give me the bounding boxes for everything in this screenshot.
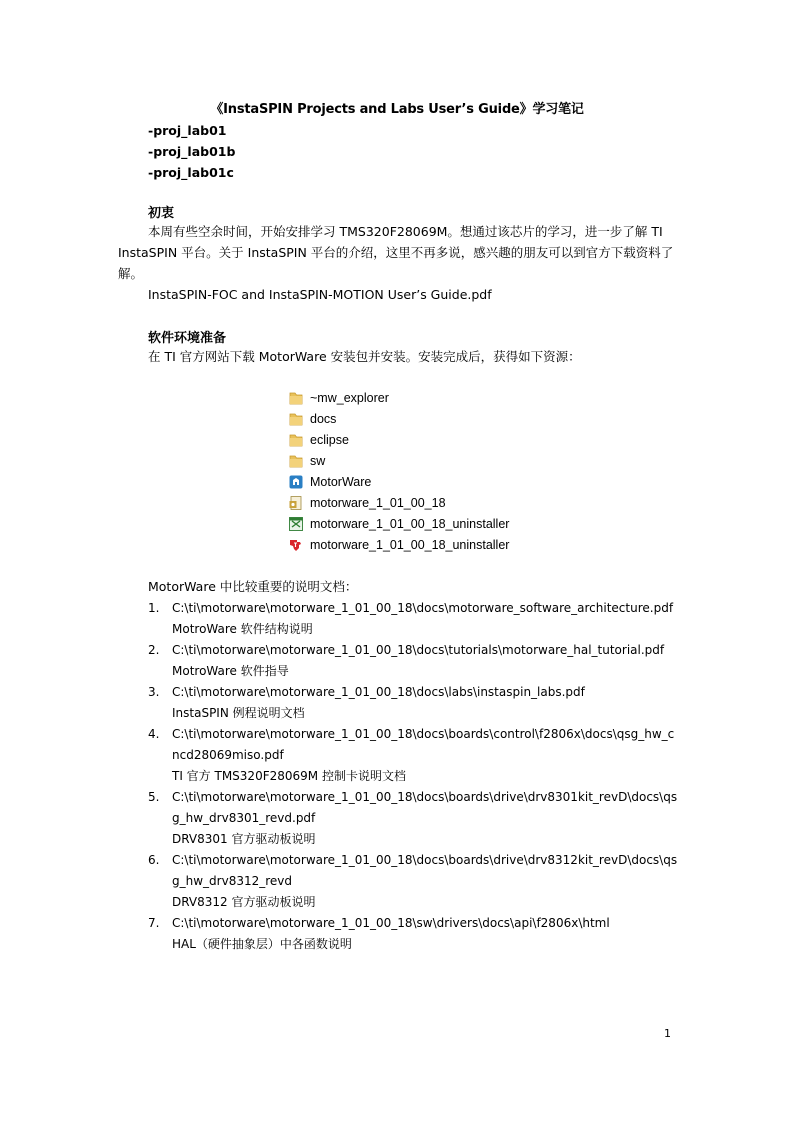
- file-row-docs[interactable]: [284, 408, 336, 429]
- doc-description: DRV8312 官方驱动板说明: [172, 895, 316, 909]
- folder-icon: [288, 453, 304, 469]
- file-row-sw[interactable]: [284, 450, 325, 471]
- doc-path: C:\ti\motorware\motorware_1_01_00_18\docs\tutorials\motorware_hal_tutorial.pdf: [172, 643, 665, 657]
- list-item-number: 3.: [148, 685, 160, 699]
- lab-list: [148, 120, 235, 183]
- lab-item: -proj_lab01: [148, 123, 227, 138]
- file-row-mw-explorer[interactable]: [284, 387, 389, 408]
- document-title: 《InstaSPIN Projects and Labs User’s Guide》学习笔记: [210, 102, 584, 117]
- list-item-number: 5.: [148, 790, 160, 804]
- folder-icon: [288, 390, 304, 406]
- list-item: [148, 724, 678, 787]
- file-row-eclipse[interactable]: [284, 429, 349, 450]
- setup-paragraph: 在 TI 官方网站下载 MotorWare 安装包并安装。安装完成后，获得如下资源：: [148, 349, 581, 364]
- doc-description: HAL（硬件抽象层）中各函数说明: [172, 937, 352, 951]
- doc-description: MotroWare 软件结构说明: [172, 622, 313, 636]
- file-name: motorware_1_01_00_18_uninstaller: [310, 516, 510, 531]
- lab-item: -proj_lab01c: [148, 165, 234, 180]
- doc-list: [148, 598, 678, 955]
- doc-path: C:\ti\motorware\motorware_1_01_00_18\docs\boards\drive\drv8312kit_revD\docs\qsg_hw_drv8312_revd: [172, 853, 678, 888]
- file-name: eclipse: [310, 432, 349, 447]
- docs-intro: MotorWare 中比较重要的说明文档：: [148, 579, 358, 594]
- doc-path: C:\ti\motorware\motorware_1_01_00_18\docs\boards\control\f2806x\docs\qsg_hw_cncd28069miso.pdf: [172, 727, 675, 762]
- list-item: [148, 682, 678, 724]
- list-item-number: 2.: [148, 643, 160, 657]
- list-item: [148, 640, 678, 682]
- uninstaller-app-icon: [288, 516, 304, 532]
- file-name: docs: [310, 411, 337, 426]
- file-row-uninstaller-ti[interactable]: [284, 534, 509, 555]
- list-item-number: 7.: [148, 916, 160, 930]
- doc-description: TI 官方 TMS320F28069M 控制卡说明文档: [172, 769, 406, 783]
- doc-path: C:\ti\motorware\motorware_1_01_00_18\docs\boards\drive\drv8301kit_revD\docs\qsg_hw_drv8301_revd.pdf: [172, 790, 678, 825]
- doc-description: DRV8301 官方驱动板说明: [172, 832, 316, 846]
- file-name: motorware_1_01_00_18_uninstaller: [310, 537, 510, 552]
- doc-description: MotroWare 软件指导: [172, 664, 289, 678]
- folder-icon: [288, 432, 304, 448]
- page-number: 1: [664, 1027, 671, 1040]
- list-item-number: 4.: [148, 727, 160, 741]
- list-item: [148, 598, 678, 640]
- motorware-app-icon: [288, 474, 304, 490]
- doc-path: C:\ti\motorware\motorware_1_01_00_18\sw\drivers\docs\api\f2806x\html: [172, 916, 610, 930]
- file-name: motorware_1_01_00_18: [310, 495, 446, 510]
- intro-paragraph: [118, 221, 674, 284]
- list-item: [148, 787, 678, 850]
- list-item: [148, 913, 678, 955]
- file-row-uninstaller[interactable]: [284, 513, 509, 534]
- file-row-motorware[interactable]: [284, 471, 371, 492]
- file-name: MotorWare: [310, 474, 372, 489]
- file-row-config[interactable]: [284, 492, 446, 513]
- ti-logo-icon: [288, 537, 304, 553]
- list-item: [148, 850, 678, 913]
- file-name: sw: [310, 453, 326, 468]
- lab-item: -proj_lab01b: [148, 144, 236, 159]
- setup-heading: 软件环境准备: [148, 331, 227, 346]
- intro-heading: 初衷: [148, 206, 175, 221]
- folder-icon: [288, 411, 304, 427]
- file-explorer-snapshot: [284, 387, 510, 555]
- file-name: ~mw_explorer: [310, 390, 389, 405]
- list-item-number: 6.: [148, 853, 160, 867]
- doc-path: C:\ti\motorware\motorware_1_01_00_18\docs\labs\instaspin_labs.pdf: [172, 685, 585, 699]
- config-file-icon: [288, 495, 304, 511]
- doc-path: C:\ti\motorware\motorware_1_01_00_18\docs\motorware_software_architecture.pdf: [172, 601, 674, 615]
- doc-description: InstaSPIN 例程说明文档: [172, 706, 305, 720]
- intro-reference: InstaSPIN-FOC and InstaSPIN-MOTION User’s Guide.pdf: [148, 287, 492, 302]
- intro-paragraph-text: 本周有些空余时间，开始安排学习 TMS320F28069M。想通过该芯片的学习，进一步了解 TI InstaSPIN 平台。关于 InstaSPIN 平台的介绍，这里不再多说，感兴趣的朋友可以到官方下载资料了解。: [118, 224, 674, 281]
- list-item-number: 1.: [148, 601, 160, 615]
